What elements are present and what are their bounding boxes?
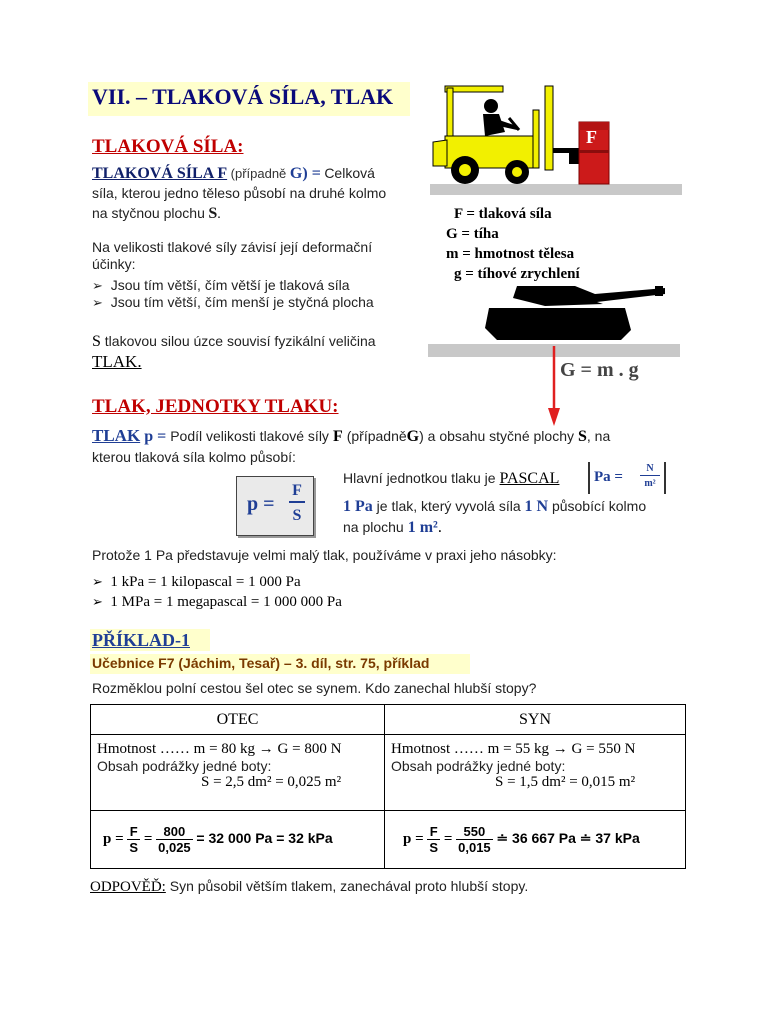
link-line2: TLAK. [92,352,142,371]
father-mass: Hmotnost …… m = 80 kg → G = 800 N [97,741,342,757]
answer-line [90,878,528,896]
def-s: S [208,205,218,222]
pressure-s: S [577,428,587,445]
son-calc-f: F [427,824,440,840]
section-heading-tlak: TLAK, JEDNOTKY TLAKU: [92,396,339,417]
unit-bracket [588,462,666,494]
link-line1: tlakovou silou úzce souvisí fyzikální veličina [100,333,376,349]
father-calc-s: S [129,840,139,855]
table-row [91,735,686,811]
para-line1: Na velikosti tlakové síly závisí její deformační [92,239,373,255]
multiples-list [92,572,342,612]
pressure-text1: Podíl velikosti tlakové síly [170,428,329,444]
father-calc-start: p = [103,830,124,847]
def-line1-rest: Celková [324,165,375,181]
son-calc-den: 0,015 [458,840,491,855]
header-syn: SYN [385,705,686,735]
pa-mid: je tlak, který vyvolá síla [372,498,525,514]
arrow-bullet-icon: ➢ [92,594,103,609]
pa-1m2: 1 m² [407,519,438,536]
unit-line [343,462,559,495]
father-calc-f: F [127,824,140,840]
def-term: TLAKOVÁ SÍLA F [92,165,228,182]
multiple-text: 1 kPa = 1 kilopascal = 1 000 Pa [110,574,301,590]
son-data-cell [385,735,686,811]
arrow-bullet-icon: ➢ [92,295,103,310]
bullet-text: Jsou tím větší, čím větší je tlaková síla [110,277,350,293]
pressure-formula-box [236,476,314,536]
bullet-text: Jsou tím větší, čím menší je styčná plocha [110,294,374,310]
multiple-item [92,572,342,592]
answer-text: Syn působil větším tlakem, zanechával proto hlubší stopy. [165,878,529,894]
pa-1n: 1 N [524,498,549,515]
forklift-icon [433,86,579,184]
pa-end: působící kolmo [548,498,647,514]
son-calc-s: S [429,840,439,855]
example-table [90,704,686,869]
def-end: . [217,207,221,222]
father-area: S = 2,5 dm² = 0,025 m² [201,774,342,790]
para-line2: účinky: [92,256,136,272]
def-line2: síla, kterou jedno těleso působí na druhé kolmo [92,185,387,201]
force-legend [446,204,580,284]
unit-pa: Pa = [594,469,623,485]
father-calc-num: 800 [156,824,193,840]
legend-f: F = tlaková síla [454,206,552,222]
formula-numerator: F [289,481,305,503]
pressure-term: TLAK [92,426,141,445]
example-source: Učebnice F7 (Jáchim, Tesař) – 3. díl, str. 75, příklad [92,655,430,671]
pressure-link-paragraph [92,331,422,373]
multiples-intro: Protože 1 Pa představuje velmi malý tlak, používáme v praxi jeho násobky: [92,547,557,563]
multiple-text: 1 MPa = 1 megapascal = 1 000 000 Pa [110,594,342,610]
force-label: F [586,127,597,147]
son-calc-start: p = [403,830,424,847]
formula-p: p = [247,493,275,515]
arrow-bullet-icon: ➢ [92,278,103,293]
tank-icon [485,286,665,340]
son-calc-num: 550 [456,824,493,840]
pa-1pa: 1 Pa [343,498,373,515]
table-row [91,811,686,869]
legend-g: G = tíha [446,226,499,242]
page-title: VII. – TLAKOVÁ SÍLA, TLAK [92,84,394,109]
pa-dot: . [437,519,442,536]
def-line3: na styčnou plochu [92,205,205,221]
pressure-symbol: p = [144,428,167,445]
legend-m: m = hmotnost tělesa [446,246,575,262]
example-heading: PŘÍKLAD-1 [92,630,190,650]
header-otec: OTEC [91,705,385,735]
son-calc-cell [385,811,686,869]
father-calc-cell [91,811,385,869]
section-heading-tlakova-sila: TLAKOVÁ SÍLA: [92,136,244,157]
bullet-item [92,294,422,311]
answer-label: ODPOVĚĎ: [90,879,166,895]
son-calc-eq: = [443,830,453,847]
def-paren-close: ) = [302,165,321,182]
deformation-paragraph [92,239,422,273]
pa-line2: na plochu [343,519,404,535]
weight-formula: G = m . g [560,359,639,381]
bullet-item [92,277,422,294]
father-calc-result: = 32 000 Pa = 32 kPa [196,829,333,846]
multiple-item [92,592,342,612]
example-question: Rozměklou polní cestou šel otec se synem. Kdo zanechal hlubší stopy? [92,680,537,696]
def-paren-open: (případně [230,166,290,181]
deformation-bullets [92,277,422,311]
ground-strip [430,184,682,195]
pressure-line2: kterou tlaková síla kolmo působí: [92,449,296,465]
unit-den: m² [644,478,656,489]
pressure-text4: , na [586,428,611,444]
pressure-f: F [332,428,343,445]
son-mass: Hmotnost …… m = 55 kg → G = 550 N [391,741,636,757]
father-calc-den: 0,025 [158,840,191,855]
force-definition [92,164,417,224]
pressure-g: G [406,428,420,445]
weight-arrow-icon [548,346,560,426]
father-data-cell [91,735,385,811]
son-calc-result: ≐ 36 667 Pa ≐ 37 kPa [496,829,640,846]
father-calc-eq: = [143,830,153,847]
unit-name: PASCAL [499,470,560,487]
father-area-label: Obsah podrážky jedné boty: [97,758,272,774]
son-area: S = 1,5 dm² = 0,015 m² [495,774,636,790]
table-header-row [91,705,686,735]
unit-text: Hlavní jednotkou tlaku je [343,470,496,486]
formula-denominator: S [292,507,302,524]
def-g: G [289,165,303,182]
unit-num: N [640,462,660,476]
son-area-label: Obsah podrážky jedné boty: [391,758,566,774]
arrow-bullet-icon: ➢ [92,574,103,589]
pascal-definition [343,496,693,538]
legend-gacc: g = tíhové zrychlení [454,266,580,282]
link-s: S [92,333,101,350]
pressure-text2: (případně [346,428,407,444]
pressure-text3: ) a obsahu styčné plochy [419,428,574,444]
